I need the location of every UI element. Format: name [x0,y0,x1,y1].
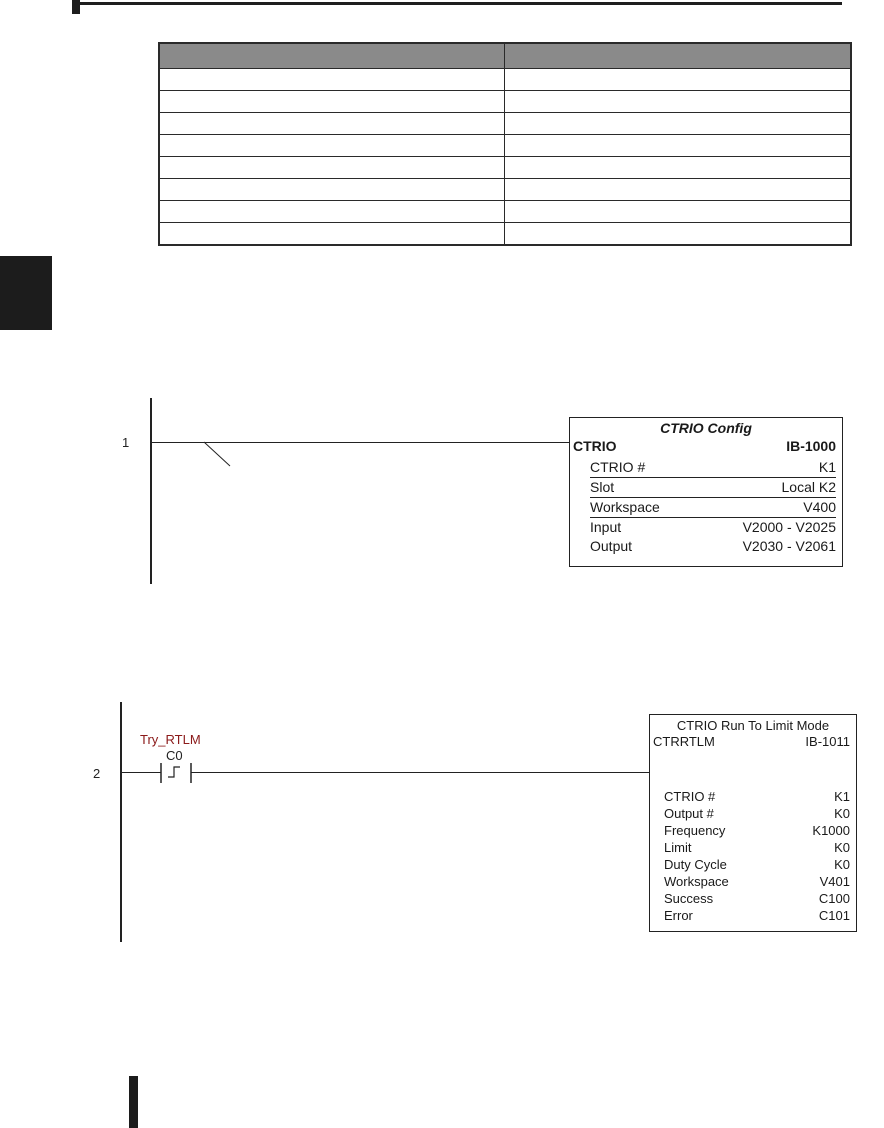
table-row [159,69,851,91]
param-value: K1 [818,459,836,475]
param-value: Local K2 [781,479,836,495]
header-tab-marker [72,0,80,14]
box-header [570,438,842,458]
param-label: Slot [590,479,615,495]
table-row [159,113,851,135]
ctrio-config-box[interactable] [569,417,843,567]
param-row [664,890,850,907]
param-row [664,839,850,856]
left-power-rail [150,398,152,584]
ctrio-run-to-limit-box[interactable] [649,714,857,932]
header-rule [80,2,842,5]
box-instruction-name: CTRIO [573,438,617,454]
box-title: CTRIO Config [660,420,752,436]
box-header [650,734,856,752]
param-value: K0 [834,806,850,821]
contact-nickname: Try_RTLM [140,732,201,747]
chapter-side-tab [0,256,52,330]
table-header-cell [159,43,505,69]
param-row [664,822,850,839]
table-row [159,201,851,223]
rung-wire [191,772,649,773]
param-label: Success [664,891,714,906]
rung-wire [121,772,161,773]
table-row [159,179,851,201]
box-instruction-id: IB-1000 [786,438,836,454]
param-row [590,518,836,537]
param-row [664,873,850,890]
param-row [664,856,850,873]
wire-break-mark [200,440,234,468]
rung-number: 2 [93,766,101,781]
param-value: V2000 - V2025 [742,519,836,535]
positive-edge-contact-icon[interactable] [160,762,192,784]
table-header-cell [505,43,852,69]
param-label: Duty Cycle [664,857,727,872]
table-row [159,157,851,179]
footer-bar [129,1076,138,1128]
param-value: C101 [818,908,850,923]
param-list [650,788,856,924]
param-label: Error [664,908,693,923]
contact-address: C0 [166,748,183,763]
param-label: Frequency [664,823,726,838]
table-row [159,91,851,113]
table-header-row [159,43,851,69]
box-title: CTRIO Run To Limit Mode [676,718,830,733]
param-label: Output [590,538,633,554]
rung-number: 1 [122,435,130,450]
table-row [159,223,851,246]
param-label: Limit [664,840,692,855]
param-value: K0 [834,857,850,872]
box-instruction-name: CTRRTLM [653,734,715,749]
param-row [590,458,836,478]
param-value: V2030 - V2061 [742,538,836,554]
param-row [664,805,850,822]
param-value: K1000 [812,823,850,838]
param-label: Input [590,519,622,535]
param-value: K1 [834,789,850,804]
param-row [590,478,836,498]
param-row [664,907,850,924]
param-value: K0 [834,840,850,855]
param-row [590,537,836,556]
param-label: CTRIO # [590,459,646,475]
param-value: V400 [803,499,836,515]
param-value: C100 [818,891,850,906]
param-row [590,498,836,518]
param-label: CTRIO # [664,789,716,804]
param-value: V401 [819,874,850,889]
param-label: Workspace [664,874,729,889]
left-power-rail [120,702,122,942]
box-instruction-id: IB-1011 [805,734,850,749]
param-label: Workspace [590,499,660,515]
parameter-table [158,42,852,246]
table-row [159,135,851,157]
param-label: Output # [664,806,714,821]
param-row [664,788,850,805]
